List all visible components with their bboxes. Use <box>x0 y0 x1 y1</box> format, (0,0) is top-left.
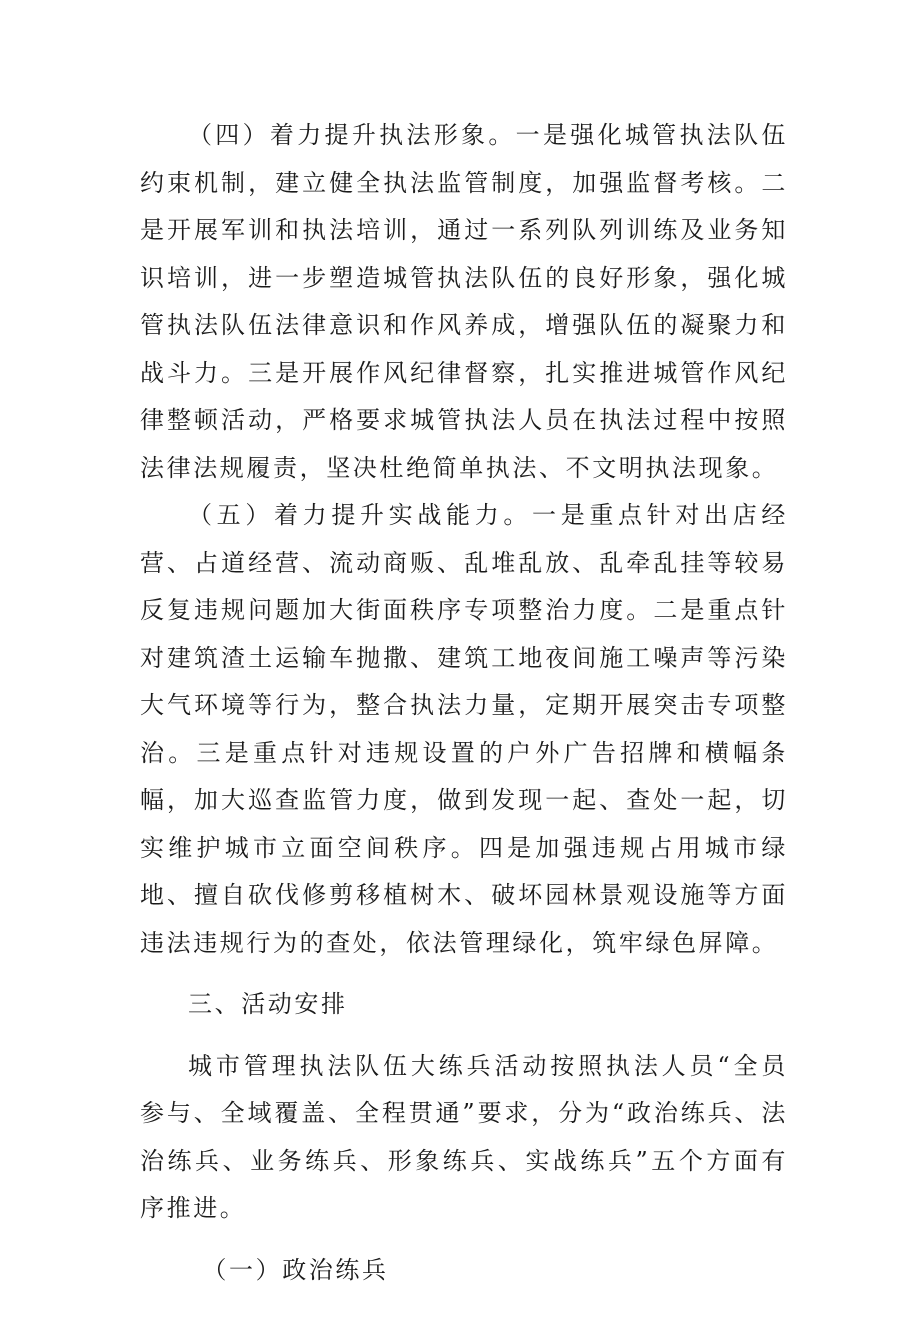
paragraph-combat-capability: （五）着力提升实战能力。一是重点针对出店经营、占道经营、流动商贩、乱堆乱放、乱牵乱挂等较易反复违规问题加大街面秩序专项整治力度。二是重点针对建筑渣土运输车抛撒、建筑工地夜间施工噪声等污染大气环境等行为，整合执法力量，定期开展突击专项整治。三是重点针对违规设置的户外广告招牌和横幅条幅，加大巡查监管力度，做到发现一起、查处一起，切实维护城市立面空间秩序。四是加强违规占用城市绿地、擅自砍伐修剪移植树木、破坏园林景观设施等方面违法违规行为的查处，依法管理绿化，筑牢绿色屏障。 <box>140 501 788 957</box>
paragraph-activity-intro: 城市管理执法队伍大练兵活动按照执法人员“全员参与、全域覆盖、全程贯通”要求，分为“政治练兵、法治练兵、业务练兵、形象练兵、实战练兵”五个方面有序推进。 <box>140 1051 788 1222</box>
paragraph-enforcement-image: （四）着力提升执法形象。一是强化城管执法队伍约束机制，建立健全执法监管制度，加强监督考核。二是开展军训和执法培训，通过一系列队列训练及业务知识培训，进一步塑造城管执法队伍的良好形象，强化城管执法队伍法律意识和作风养成，增强队伍的凝聚力和战斗力。三是开展作风纪律督察，扎实推进城管作风纪律整顿活动，严格要求城管执法人员在执法过程中按照法律法规履责，坚决杜绝简单执法、不文明执法现象。 <box>140 121 788 482</box>
subheading-political-training: （一）政治练兵 <box>202 1255 389 1284</box>
document-body <box>140 112 788 1318</box>
section-heading-activity-arrangement: 三、活动安排 <box>188 990 348 1018</box>
